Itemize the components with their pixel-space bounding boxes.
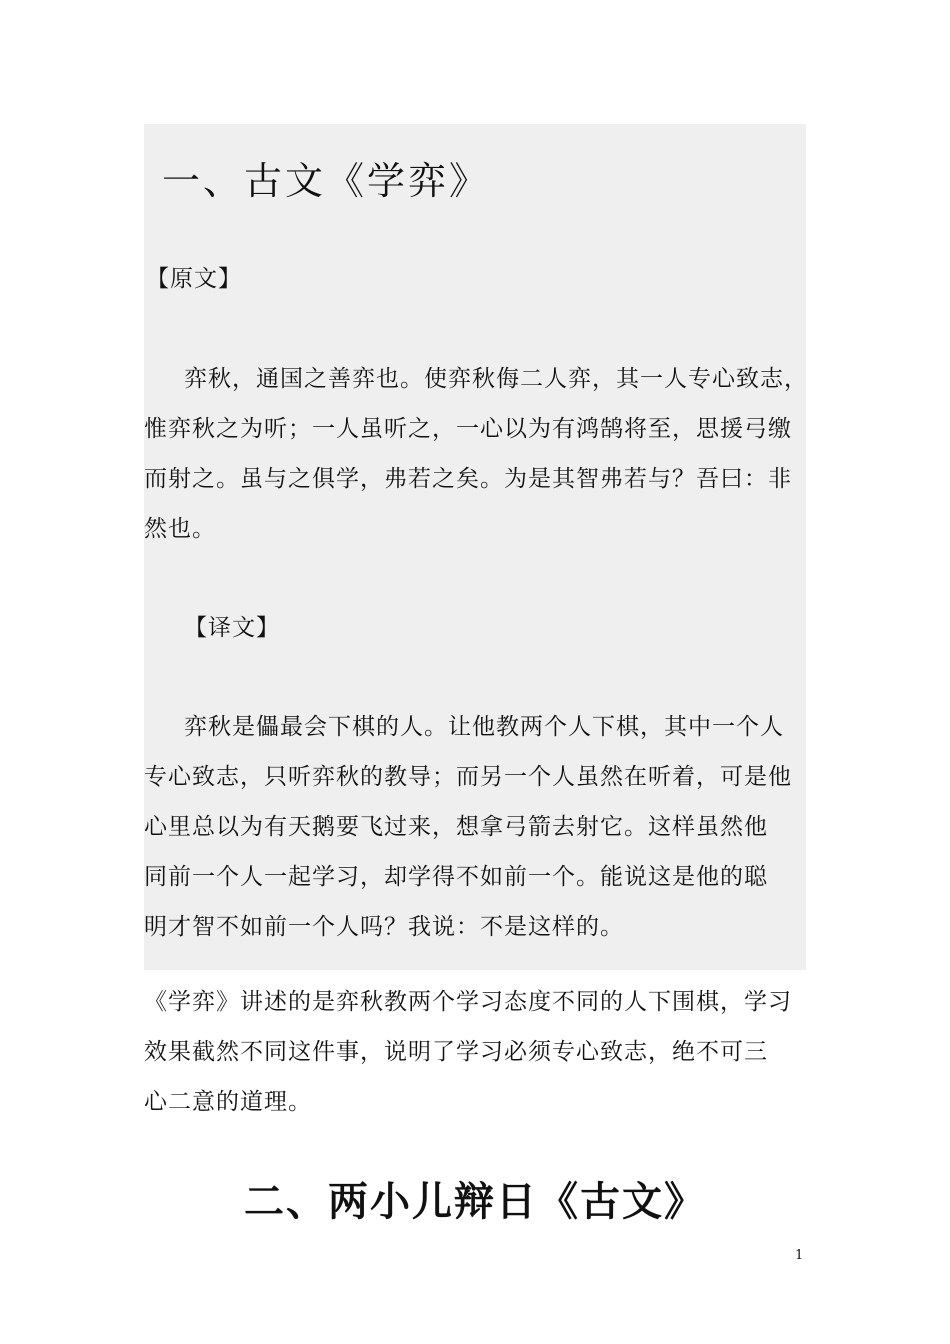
- original-line-1: 弈秋，通国之善弈也。使弈秋侮二人弈，其一人专心致志，: [184, 366, 808, 392]
- translation-label: 【译文】: [184, 615, 280, 641]
- translation-line-2: 专心致志，只听弈秋的教导；而另一个人虽然在听着，可是他: [144, 764, 792, 790]
- translation-line-3: 心里总以为有天鹅要飞过来，想拿弓箭去射它。这样虽然他: [144, 814, 768, 840]
- original-line-2: 惟弈秋之为听；一人虽听之，一心以为有鸿鹄将至，思援弓缴: [144, 416, 792, 442]
- translation-line-4: 同前一个人一起学习，却学得不如前一个。能说这是他的聪: [144, 864, 768, 890]
- summary-line-3: 心二意的道理。: [144, 1089, 312, 1115]
- translation-line-5: 明才智不如前一个人吗？我说：不是这样的。: [144, 914, 624, 940]
- summary-line-2: 效果截然不同这件事，说明了学习必须专心致志，绝不可三: [144, 1039, 768, 1065]
- original-line-3: 而射之。虽与之俱学，弗若之矣。为是其智弗若与？吾曰：非: [144, 466, 792, 492]
- section1-title: 一、古文《学弈》: [162, 159, 491, 203]
- summary-line-1: 《学弈》讲述的是弈秋教两个学习态度不同的人下围棋，学习: [144, 989, 792, 1015]
- page-number: 1: [795, 1248, 804, 1263]
- section2-title: 二、两小儿辩日《古文》: [244, 1178, 706, 1225]
- original-label: 【原文】: [146, 266, 242, 292]
- translation-line-1: 弈秋是儡最会下棋的人。让他教两个人下棋，其中一个人: [184, 714, 784, 740]
- original-line-4: 然也。: [144, 516, 216, 542]
